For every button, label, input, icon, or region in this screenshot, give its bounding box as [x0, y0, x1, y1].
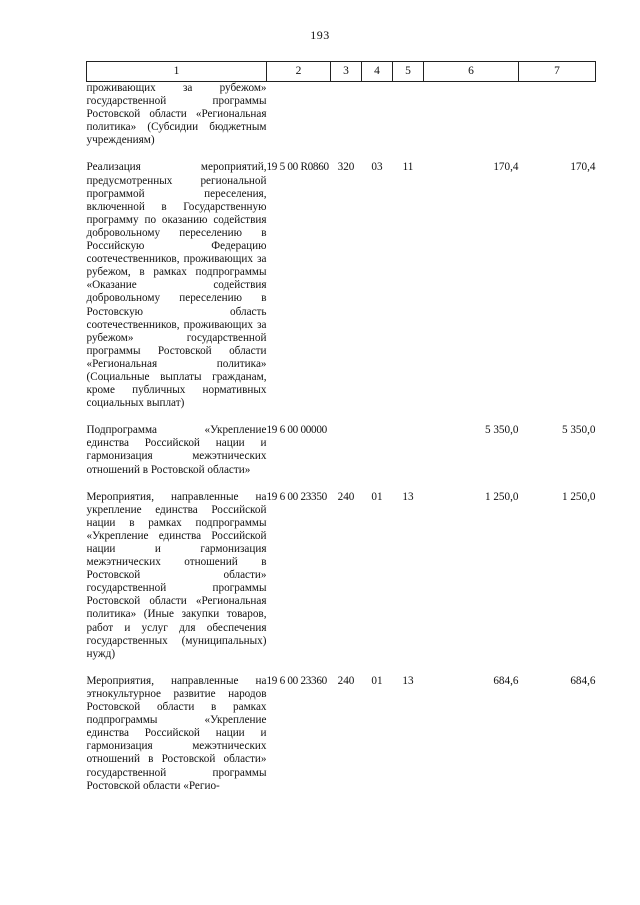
row-description: проживающих за рубежом» государственной программы Ростовской области «Региональная политика» (Субсидии бюджетным учреждениям) — [86, 82, 267, 147]
header-row — [87, 62, 596, 82]
row-description: Мероприятия, направленные на укрепление единства Российской нации в рамках подпрограммы «Укрепление единства Российской нации и гармонизация межэтнических отношений в Ростовской области» государственной программы Ростовской области «Региональная политика» (Иные закупки товаров, работ и услуг для обеспечения государственных (муниципальных) нужд) — [86, 490, 267, 660]
row-section: 03 — [371, 161, 383, 174]
row-expense-type: 240 — [337, 674, 355, 687]
row-expense-type — [331, 410, 362, 476]
row-section — [362, 410, 393, 476]
row-description: Реализация мероприятий, предусмотренных региональной программой переселения, включенной в Государственную программу по оказанию содействия добровольному переселению в Российскую Федерацию соотечественников, проживающих за рубежом, в рамках подпрограммы «Оказание содействия добровольному переселению в Ростовскую область соотечественников, проживающих за рубежом» государственной программы Ростовской области «Региональная политика» (Социальные выплаты гражданам, кроме публичных нормативных социальных выплат) — [86, 161, 267, 410]
table-row — [87, 661, 596, 793]
row-subsection — [393, 82, 424, 148]
row-section: 01 — [371, 490, 383, 503]
row-section — [362, 82, 393, 148]
table-row — [87, 410, 596, 476]
page-number: 193 — [310, 28, 330, 42]
row-amount-2: 5 350,0 — [561, 424, 596, 437]
row-amount-1: 5 350,0 — [484, 424, 519, 437]
header-col-4: 4 — [362, 62, 393, 82]
row-amount-2: 170,4 — [570, 161, 596, 174]
row-subsection: 13 — [402, 490, 414, 503]
row-amount-2: 684,6 — [570, 674, 596, 687]
row-expense-type: 320 — [337, 161, 355, 174]
row-expense-type: 240 — [337, 490, 355, 503]
header-col-2: 2 — [267, 62, 331, 82]
row-subsection — [393, 410, 424, 476]
budget-table — [86, 61, 596, 793]
row-amount-1 — [424, 82, 519, 148]
row-code: 19 5 00 R0860 — [266, 161, 329, 174]
row-description: Подпрограмма «Укрепление единства Российской нации и гармонизация межэтнических отношений в Ростовской области» — [86, 424, 267, 476]
header-col-5: 5 — [393, 62, 424, 82]
row-amount-2: 1 250,0 — [561, 490, 596, 503]
row-amount-2 — [519, 82, 596, 148]
row-code: 19 6 00 23360 — [266, 674, 327, 687]
row-amount-1: 170,4 — [493, 161, 519, 174]
row-expense-type — [331, 82, 362, 148]
table-row — [87, 82, 596, 148]
table-row — [87, 477, 596, 661]
row-amount-1: 1 250,0 — [484, 490, 519, 503]
row-code — [267, 82, 331, 148]
header-col-6: 6 — [424, 62, 519, 82]
row-code: 19 6 00 23350 — [266, 490, 327, 503]
row-subsection: 11 — [402, 161, 414, 174]
row-subsection: 13 — [402, 674, 414, 687]
header-col-7: 7 — [519, 62, 596, 82]
table-row — [87, 147, 596, 410]
row-code: 19 6 00 00000 — [266, 424, 327, 437]
row-description: Мероприятия, направленные на этнокультурное развитие народов Ростовской области в рамках подпрограммы «Укрепление единства Российской нации и гармонизация межэтнических отношений в Ростовской области» государственной программы Ростовской области «Регио- — [86, 674, 267, 792]
header-col-3: 3 — [331, 62, 362, 82]
header-col-1: 1 — [87, 62, 267, 82]
row-amount-1: 684,6 — [493, 674, 519, 687]
row-section: 01 — [371, 674, 383, 687]
